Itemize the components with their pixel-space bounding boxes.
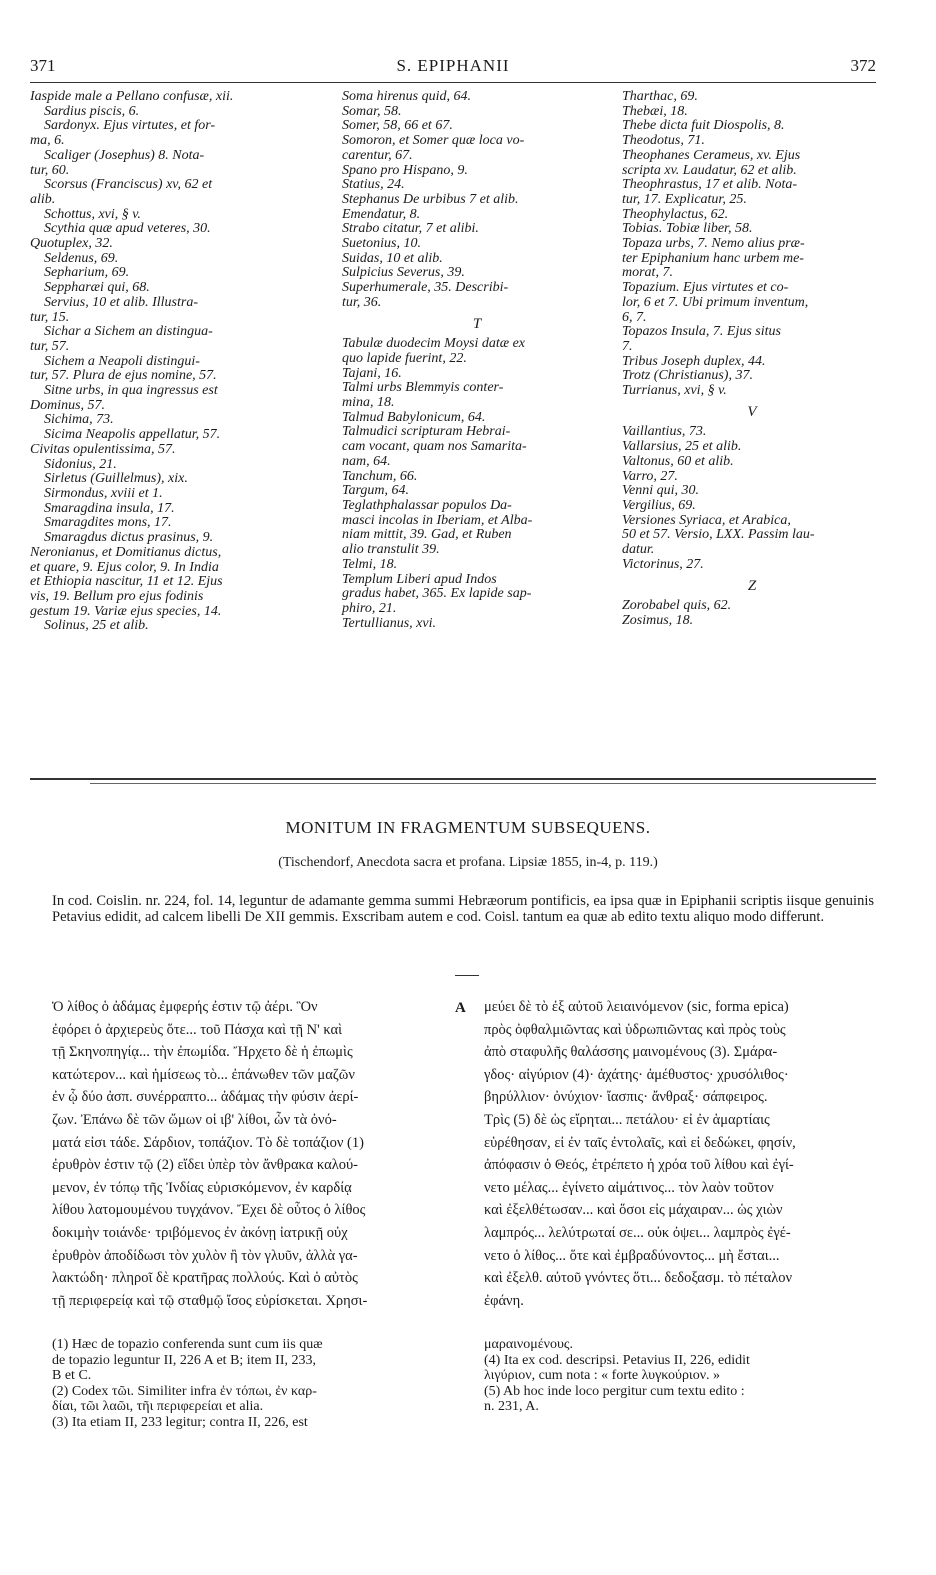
monitum-source: (Tischendorf, Anecdota sacra et profana. Lipsiæ 1855, in-4, p. 119.) [278, 855, 658, 870]
index-entry: Sidonius, 21. [44, 456, 117, 472]
greek-line: ἐφόρει ὁ ἀρχιερεὺς ὅτε... τοῦ Πάσχα καὶ τῇ Ν' καὶ [52, 1021, 343, 1038]
index-entry: Dominus, 57. [30, 397, 106, 413]
index-entry: tur, 57. Plura de ejus nomine, 57. [30, 368, 217, 384]
index-entry: Telmi, 18. [342, 556, 398, 572]
index-entry: Smaragdina insula, 17. [44, 500, 175, 516]
index-entry: Sichem a Neapoli distingui- [44, 353, 200, 369]
index-entry: tur, 15. [30, 309, 70, 325]
page-number-left: 371 [30, 56, 56, 75]
index-entry: Zorobabel quis, 62. [622, 598, 732, 614]
index-letter-v: V [747, 403, 757, 420]
header-rule [30, 82, 876, 83]
greek-line: κατώτερον... καὶ ἡμίσεως τὸ... ἐπάνωθεν τῶν μαζῶν [52, 1066, 355, 1083]
index-entry: Turrianus, xvi, § v. [622, 383, 727, 399]
index-entry: Sardius piscis, 6. [44, 103, 140, 119]
greek-line: ἐρυθρὸν ἀποδίδωσι τὸν χυλὸν ἢ τὸν γλυῦν, ἀλλὰ γα- [52, 1247, 358, 1264]
index-entry: Tharthac, 69. [622, 89, 698, 104]
index-entry: Theophanes Cerameus, xv. Ejus [622, 147, 801, 163]
index-entry: Vaillantius, 73. [622, 424, 707, 440]
index-entry: Thebæi, 18. [622, 103, 688, 119]
greek-line: ἐφάνη. [484, 1292, 524, 1309]
footnote-line: B et C. [52, 1368, 92, 1383]
greek-line: ζων. Ἐπάνω δὲ τῶν ὤμων οἱ ιβ' λίθοι, ὧν τὰ ὀνό- [52, 1111, 337, 1128]
greek-line: Ὁ λίθος ὁ ἀδάμας ἐμφερής ἐστιν τῷ ἀέρι. Ὃν [52, 999, 318, 1015]
index-entry: mina, 18. [342, 395, 395, 411]
index-entry: Varro, 27. [622, 468, 678, 484]
greek-line: λίθου λατομουμένου τυγχάνον. Ἔχει δὲ οὗτος ὁ λίθος [52, 1202, 366, 1219]
short-rule [455, 975, 479, 976]
index-entry: Scorsus (Franciscus) xv, 62 et [44, 177, 213, 193]
index-entry: datur. [622, 542, 655, 558]
index-entry: Sardonyx. Ejus virtutes, et for- [44, 118, 216, 134]
greek-line: λαμπρός... λελύτρωταί σε... οὐκ ὀψει... λαμπρὸς ἐγέ- [484, 1224, 791, 1241]
index-entry: scripta xv. Laudatur, 62 et alib. [622, 162, 797, 178]
index-entry: Teglathphalassar populos Da- [342, 497, 512, 513]
index-entry: Talmudici scripturam Hebrai- [342, 424, 511, 440]
greek-line: τῇ Σκηνοπηγίᾳ... τὴν ἐπωμίδα. Ἤρχετο δὲ ἡ ἐπωμὶς [52, 1044, 353, 1061]
index-entry: Scythia quæ apud veteres, 30. [44, 221, 211, 237]
index-entry: Scaliger (Josephus) 8. Nota- [44, 147, 205, 163]
index-entry: et quare, 9. Ejus color, 9. In India [30, 559, 219, 575]
index-entry: quo lapide fuerint, 22. [342, 350, 467, 366]
greek-line: ἐρυθρὸν ἐστιν τῷ (2) εἴδει ὑπὲρ τὸν ἄνθρακα καλού- [52, 1157, 359, 1174]
index-entry: tur, 17. Explicatur, 25. [622, 191, 747, 207]
monitum-title: MONITUM IN FRAGMENTUM SUBSEQUENS. [285, 818, 651, 837]
index-entry: 6, 7. [622, 309, 647, 325]
index-entry: Sirletus (Guillelmus), xix. [44, 471, 188, 487]
greek-line: ἐν ᾧ δύο ἀσπ. συνέρραπτο... ἀδάμας τὴν φύσιν ἀερί- [52, 1089, 359, 1106]
footnote-line: μαραινομένους. [484, 1337, 573, 1352]
greek-line: ἀπὸ σταφυλῆς θαλάσσης μαινομένους (3). Σμάρα- [484, 1044, 778, 1061]
greek-line: Τρὶς (5) δὲ ὡς εἴρηται... πετάλου· εἰ ἐν ἁμαρτίαις [484, 1111, 770, 1128]
index-entry: Versiones Syriaca, et Arabica, [622, 512, 791, 528]
greek-line: πρὸς ὀφθαλμιῶντας καὶ ὑδρωπιῶντας καὶ πρὸς τοὺς [484, 1021, 786, 1038]
index-entry: Smaragdites mons, 17. [44, 515, 172, 531]
index-column-2 [342, 90, 612, 631]
index-entry: Sitne urbs, in qua ingressus est [44, 383, 218, 399]
footnote-line: de topazio leguntur II, 226 A et B; item II, 233, [52, 1352, 317, 1368]
index-entry: Sichima, 73. [44, 412, 114, 428]
index-entry: tur, 60. [30, 162, 70, 178]
index-entry: Stephanus De urbibus 7 et alib. [342, 191, 519, 207]
index-entry: Zosimus, 18. [622, 612, 694, 628]
greek-line: γδος· αἰγύριον (4)· ἀχάτης· ἀμέθυστος· χρυσόλιθος· [484, 1066, 789, 1083]
index-entry: Somar, 58. [342, 103, 402, 119]
index-entry: Tajani, 16. [342, 365, 402, 381]
index-entry: Theophrastus, 17 et alib. Nota- [622, 177, 798, 193]
index-entry: Sicima Neapolis appellatur, 57. [44, 427, 221, 443]
index-entry: Iaspide male a Pellano confusæ, xii. [30, 89, 234, 104]
index-entry: Statius, 24. [342, 177, 405, 193]
index-entry: Solinus, 25 et alib. [44, 618, 149, 634]
footnote-line: (4) Ita ex cod. descripsi. Petavius II, 226, edidit [484, 1352, 750, 1368]
index-entry: Topazium. Ejus virtutes et co- [622, 280, 789, 296]
index-entry: Sirmondus, xviii et 1. [44, 485, 163, 501]
page-number-right: 372 [850, 56, 876, 75]
greek-line: τῇ περιφερείᾳ καὶ τῷ σταθμῷ ἴσος εὑρίσκεται. Χρησι- [52, 1292, 368, 1309]
column-marker: A [455, 1000, 466, 1016]
footnotes-column-1 [52, 1337, 452, 1430]
greek-text-column-1 [52, 996, 452, 1312]
index-entry: Talmi urbs Blemmyis conter- [342, 380, 504, 396]
index-entry: gestum 19. Variæ ejus species, 14. [30, 603, 222, 619]
index-entry: Tabulæ duodecim Moysi datæ ex [342, 336, 526, 352]
section-divider-thin [90, 783, 876, 784]
index-entry: Thebe dicta fuit Diospolis, 8. [622, 118, 785, 134]
greek-line: δοκιμὴν τοιάνδε· τριβόμενος ἐν ἀκόνῃ ἰατρικῇ οὐχ [52, 1224, 348, 1241]
footnote-line: (1) Hæc de topazio conferenda sunt cum iis quæ [52, 1337, 323, 1352]
index-letter-z: Z [747, 577, 757, 594]
greek-line: νετο μέλας... ἐγίνετο αἱμάτινος... τὸν λαὸν τοῦτον [484, 1179, 774, 1196]
index-entry: Sepharium, 69. [44, 265, 130, 281]
section-divider [30, 778, 876, 780]
greek-line: λακτώδη· πληροῖ δὲ κρατῆρας πολλούς. Καὶ ὁ αὐτὸς [52, 1270, 358, 1287]
index-entry: lor, 6 et 7. Ubi primum inventum, [622, 294, 809, 310]
index-entry: tur, 57. [30, 338, 70, 354]
greek-line: νετο ὁ λίθος... ὅτε καὶ ἐμβραδύνοντος... μὴ ἔσται... [484, 1247, 780, 1264]
index-entry: Neronianus, et Domitianus dictus, [30, 544, 222, 560]
index-entry: Tobias. Tobiæ liber, 58. [622, 221, 753, 237]
greek-line: εὑρέθησαν, εἰ ἐν ταῖς ἐντολαῖς, καὶ εἰ δεδώκει, φησίν, [484, 1134, 796, 1151]
greek-line: καὶ ἐξελθέτωσαν... καὶ ὅσοι εἰς μάχαιραν... ὡς χιὼν [484, 1202, 783, 1219]
index-entry: Civitas opulentissima, 57. [30, 441, 176, 457]
index-entry: Vallarsius, 25 et alib. [622, 439, 742, 455]
index-entry: Victorinus, 27. [622, 556, 704, 572]
index-entry: carentur, 67. [342, 147, 413, 163]
index-entry: Templum Liberi apud Indos [342, 571, 497, 587]
greek-line: ματά εἰσι τάδε. Σάρδιον, τοπάζιον. Τὸ δὲ τοπάζιον (1) [52, 1134, 364, 1151]
index-entry: Sichar a Sichem an distingua- [44, 324, 213, 340]
index-entry: Tanchum, 66. [342, 468, 418, 484]
index-entry: ter Epiphanium hanc urbem me- [622, 250, 804, 266]
index-column-3 [622, 90, 882, 629]
index-entry: Sulpicius Severus, 39. [342, 265, 465, 281]
index-entry: Somer, 58, 66 et 67. [342, 118, 453, 134]
greek-line: καὶ ἐξελθ. αὐτοῦ γνόντες ὅτι... δεδοξασμ. τὸ πέταλον [484, 1270, 793, 1287]
index-entry: Trotz (Christianus), 37. [622, 368, 753, 384]
monitum-body: In cod. Coislin. nr. 224, fol. 14, leguntur de adamante gemma summi Hebræorum pontificis, ea ipsa quæ in Epiphanii scriptis iisque genuinis Petavius edidit, ad calcem libelli De XII gemmis. Exscribam autem e cod. Coisl. tantum ea quæ ab edito textu aliquo modo differunt. [52, 893, 874, 925]
index-entry: Suidas, 10 et alib. [342, 250, 443, 266]
index-entry: vis, 19. Bellum pro ejus fodinis [30, 588, 204, 604]
index-entry: phiro, 21. [342, 600, 397, 616]
index-entry: Theophylactus, 62. [622, 206, 729, 222]
index-entry: Topaza urbs, 7. Nemo alius præ- [622, 236, 805, 252]
index-entry: 50 et 57. Versio, LXX. Passim lau- [622, 527, 815, 543]
index-entry: Superhumerale, 35. Describi- [342, 280, 509, 296]
index-entry: Seldenus, 69. [44, 250, 119, 266]
index-entry: Servius, 10 et alib. Illustra- [44, 294, 198, 310]
index-entry: Talmud Babylonicum, 64. [342, 409, 486, 425]
footnote-line: n. 231, A. [484, 1399, 539, 1414]
footnote-line: δίαι, τῶι λαῶι, τῆι περιφερείαι et alia. [52, 1399, 264, 1414]
index-entry: Emendatur, 8. [342, 206, 421, 222]
index-entry: alio transtulit 39. [342, 542, 440, 558]
index-entry: Seppharæi qui, 68. [44, 280, 150, 296]
greek-text-column-2 [484, 996, 876, 1312]
index-entry: masci incolas in Iberiam, et Alba- [342, 512, 533, 528]
index-entry: 7. [622, 338, 633, 354]
index-entry: Theodotus, 71. [622, 133, 705, 149]
index-entry: Smaragdus dictus prasinus, 9. [44, 530, 214, 546]
index-entry: et Ethiopia nascitur, 11 et 12. Ejus [30, 574, 223, 590]
index-entry: Targum, 64. [342, 483, 410, 499]
index-entry: Topazos Insula, 7. Ejus situs [622, 324, 781, 340]
greek-line: μενον, ἐν τόπῳ τῆς Ἰνδίας εὑρισκόμενον, ἐν καρδίᾳ [52, 1179, 352, 1196]
index-entry: Soma hirenus quid, 64. [342, 89, 471, 104]
footnotes-column-2 [484, 1337, 876, 1415]
index-entry: Schottus, xvi, § v. [44, 206, 141, 222]
footnote-line: (5) Ab hoc inde loco pergitur cum textu edito : [484, 1383, 745, 1399]
index-entry: cam vocant, quam nos Samarita- [342, 439, 527, 455]
index-entry: Tribus Joseph duplex, 44. [622, 353, 766, 369]
index-entry: gradus habet, 365. Ex lapide sap- [342, 586, 532, 602]
footnote-line: (3) Ita etiam II, 233 legitur; contra II, 226, est [52, 1414, 308, 1430]
index-entry: Quotuplex, 32. [30, 236, 113, 252]
index-entry: Tertullianus, xvi. [342, 615, 436, 631]
index-column-1 [30, 90, 320, 634]
index-entry: tur, 36. [342, 294, 382, 310]
index-entry: morat, 7. [622, 265, 673, 281]
greek-line: ἀπόφασιν ὁ Θεός, ἐτρέπετο ἡ χρόα τοῦ λίθου καὶ ἐγί- [484, 1157, 794, 1174]
index-entry: Vergilius, 69. [622, 497, 696, 513]
index-entry: ma, 6. [30, 133, 65, 149]
running-title: S. EPIPHANII [396, 56, 510, 75]
index-entry: Spano pro Hispano, 9. [342, 162, 468, 178]
greek-line: βηρύλλιον· ὀνύχιον· ἴασπις· ἄνθραξ· σάπφειρος. [484, 1089, 768, 1106]
footnote-line: (2) Codex τῶι. Similiter infra ἐν τόπωι, ἐν καρ- [52, 1383, 317, 1399]
index-entry: niam mittit, 39. Gad, et Ruben [342, 527, 512, 543]
index-entry: Somoron, et Somer quæ loca vo- [342, 133, 525, 149]
greek-line: μεύει δὲ τὸ ἐξ αὐτοῦ λειαινόμενον (sic, forma epica) [484, 999, 789, 1015]
index-letter-t: T [472, 315, 482, 332]
index-entry: Valtonus, 60 et alib. [622, 453, 734, 469]
footnote-line: λιγύριον, cum nota : « forte λυγκούριον. » [484, 1368, 721, 1383]
index-entry: nam, 64. [342, 453, 391, 469]
index-entry: Suetonius, 10. [342, 236, 421, 252]
index-entry: Strabo citatur, 7 et alibi. [342, 221, 479, 237]
index-entry: Venni qui, 30. [622, 483, 699, 499]
index-entry: alib. [30, 191, 56, 207]
